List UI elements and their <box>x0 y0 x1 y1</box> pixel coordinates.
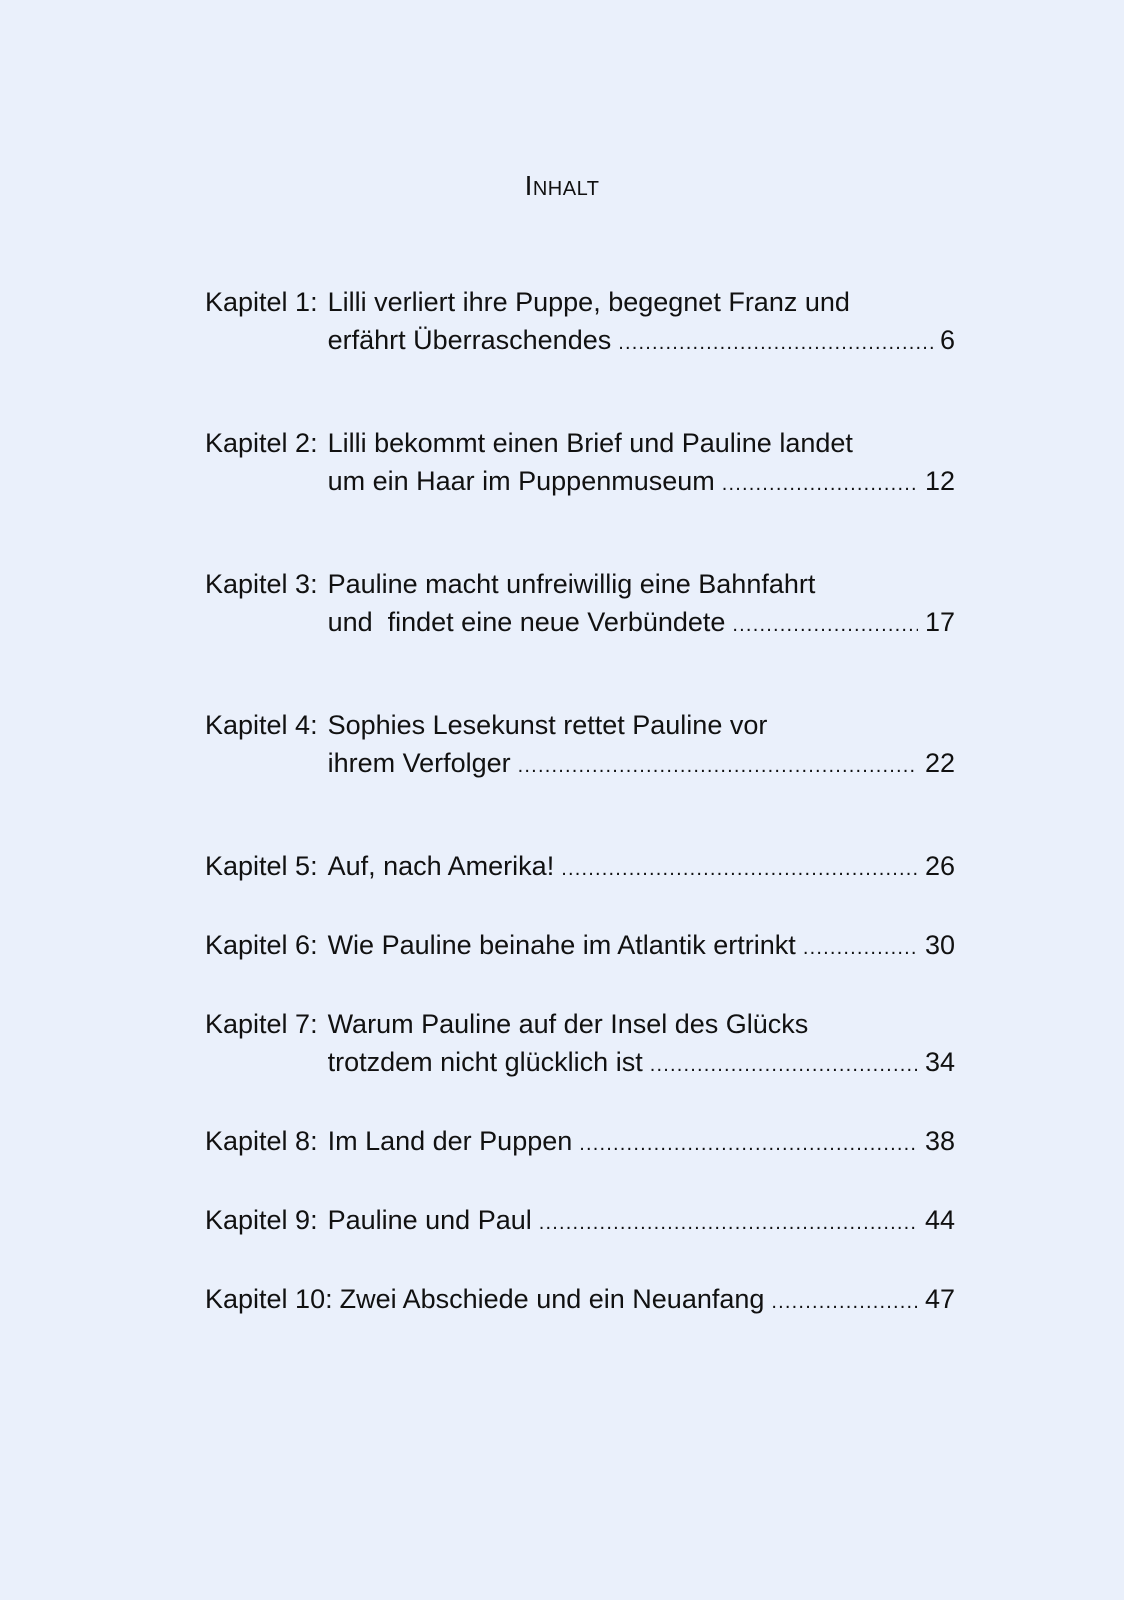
toc-entry <box>205 706 955 785</box>
chapter-label: Kapitel 1: <box>205 287 318 317</box>
chapter-label: Kapitel 4: <box>205 710 318 740</box>
dot-leader <box>561 850 918 888</box>
chapter-title-last-line <box>328 847 955 888</box>
chapter-label: Kapitel 9: <box>205 1205 318 1235</box>
toc-entry <box>205 1201 955 1242</box>
dot-leader <box>518 747 918 785</box>
chapter-title-line: Auf, nach Amerika! <box>327 851 555 881</box>
chapter-label: Kapitel 5: <box>205 851 318 881</box>
chapter-title <box>328 1005 955 1084</box>
toc-entry <box>205 847 955 888</box>
chapter-title <box>328 1201 955 1242</box>
dot-leader <box>650 1046 918 1084</box>
chapter-title-line: ihrem Verfolger <box>327 748 511 778</box>
chapter-title-line: und findet eine neue Verbündete <box>327 607 726 637</box>
chapter-title-last-line <box>328 1043 955 1084</box>
toc-entry <box>205 424 955 503</box>
chapter-title-line: Lilli verliert ihre Puppe, begegnet Franz und <box>327 287 850 317</box>
chapter-label: Kapitel 6: <box>205 930 318 960</box>
chapter-title-line: Pauline macht unfreiwillig eine Bahnfahrt <box>327 569 816 599</box>
chapter-title-line: Sophies Lesekunst rettet Pauline vor <box>327 710 768 740</box>
page-number: 44 <box>924 1205 955 1235</box>
page-number: 47 <box>924 1284 955 1314</box>
chapter-title <box>328 283 955 362</box>
chapter-title-line: Lilli bekommt einen Brief und Pauline landet <box>327 428 853 458</box>
chapter-title-line: Pauline und Paul <box>327 1205 532 1235</box>
chapter-title-last-line <box>328 603 955 644</box>
page-number: 34 <box>924 1047 955 1077</box>
page-number: 6 <box>939 325 955 355</box>
chapter-title-line: Zwei Abschiede und ein Neuanfang <box>339 1284 765 1314</box>
chapter-title <box>328 424 955 503</box>
chapter-title-line: um ein Haar im Puppenmuseum <box>327 466 715 496</box>
dot-leader <box>722 465 918 503</box>
chapter-label: Kapitel 2: <box>205 428 318 458</box>
dot-leader <box>579 1125 918 1163</box>
toc-entry <box>205 1005 955 1084</box>
dot-leader <box>732 606 918 644</box>
page-number: 12 <box>924 466 955 496</box>
toc-entry <box>205 1280 955 1321</box>
page-number: 38 <box>924 1126 955 1156</box>
chapter-title-line: Warum Pauline auf der Insel des Glücks <box>327 1009 809 1039</box>
chapter-title-line: trotzdem nicht glücklich ist <box>327 1047 643 1077</box>
dot-leader <box>618 324 933 362</box>
chapter-title <box>328 706 955 785</box>
chapter-title <box>328 565 955 644</box>
chapter-label: Kapitel 10: <box>205 1284 333 1314</box>
chapter-title <box>328 847 955 888</box>
toc-entry <box>205 926 955 967</box>
chapter-title <box>328 1122 955 1163</box>
chapter-title-last-line <box>328 744 955 785</box>
toc-entry <box>205 283 955 362</box>
dot-leader <box>771 1283 918 1321</box>
toc-entry <box>205 565 955 644</box>
toc-entry <box>205 1122 955 1163</box>
page-number: 22 <box>924 748 955 778</box>
chapter-title <box>328 926 955 967</box>
table-of-contents <box>205 283 955 1321</box>
chapter-label: Kapitel 8: <box>205 1126 318 1156</box>
chapter-title-line: erfährt Überraschendes <box>327 325 612 355</box>
chapter-title-last-line <box>328 1201 955 1242</box>
chapter-title-line: Wie Pauline beinahe im Atlantik ertrinkt <box>327 930 796 960</box>
chapter-title-last-line <box>328 321 955 362</box>
page-number: 26 <box>924 851 955 881</box>
dot-leader <box>803 929 918 967</box>
chapter-title-last-line <box>328 926 955 967</box>
chapter-title <box>340 1280 955 1321</box>
chapter-label: Kapitel 7: <box>205 1009 318 1039</box>
page-number: 30 <box>924 930 955 960</box>
page-title: Inhalt <box>524 170 600 201</box>
chapter-title-last-line <box>328 462 955 503</box>
chapter-title-last-line <box>328 1122 955 1163</box>
chapter-title-last-line <box>340 1280 955 1321</box>
page-number: 17 <box>924 607 955 637</box>
chapter-title-line: Im Land der Puppen <box>327 1126 573 1156</box>
chapter-label: Kapitel 3: <box>205 569 318 599</box>
dot-leader <box>539 1204 918 1242</box>
